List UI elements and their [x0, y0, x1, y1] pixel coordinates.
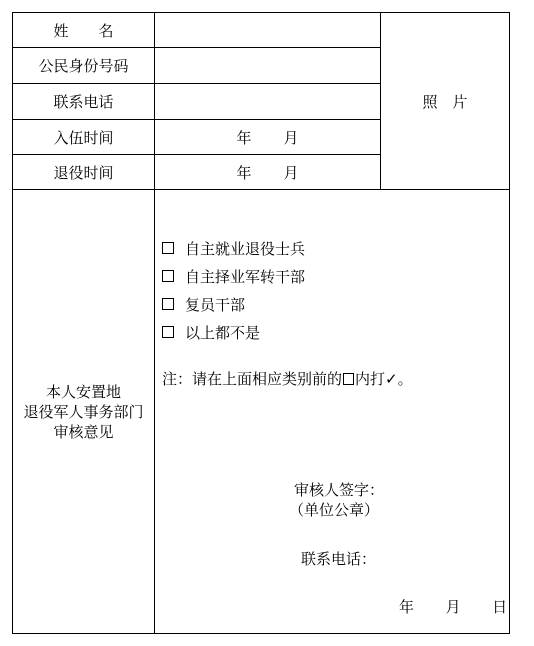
option-none[interactable]: [162, 318, 305, 346]
discharge-month-label: 月: [283, 163, 299, 182]
enlist-date-field[interactable]: [155, 120, 380, 154]
border-right: [509, 12, 510, 634]
checklist-note: [162, 368, 413, 389]
photo-label: 照 片: [422, 92, 468, 111]
category-checklist: [162, 234, 305, 346]
border-bottom: [12, 633, 510, 634]
discharge-date-label: 退役时间: [53, 163, 114, 182]
note-prefix: 注：请在上面相应类别前的: [162, 370, 343, 388]
reviewer-signature-label: 审核人签字：: [294, 481, 385, 499]
option-demobilized-cadre[interactable]: [162, 290, 305, 318]
enlist-year-label: 年: [236, 128, 252, 147]
option-label: 自主就业退役士兵: [185, 239, 306, 258]
option-label: 复员干部: [185, 295, 246, 314]
date-line: [399, 596, 507, 617]
contact-phone-label: 联系电话：: [301, 550, 377, 568]
note-suffix: 内打✓。: [355, 370, 413, 388]
box-symbol-icon: [343, 373, 354, 385]
checkbox[interactable]: [162, 242, 174, 254]
opinion-label-line2: 退役军人事务部门: [23, 402, 144, 421]
name-label: 姓 名: [53, 21, 114, 40]
name-field[interactable]: [155, 13, 380, 47]
enlist-date-label: 入伍时间: [53, 128, 114, 147]
date-month-label: 月: [445, 598, 461, 616]
opinion-label-line3: 审核意见: [53, 422, 114, 441]
checkbox[interactable]: [162, 326, 174, 338]
id-number-field[interactable]: [155, 48, 380, 83]
phone-field[interactable]: [155, 84, 380, 119]
id-number-label: 公民身份号码: [38, 57, 129, 75]
phone-label: 联系电话: [53, 93, 114, 111]
opinion-label-line1: 本人安置地: [45, 382, 121, 401]
date-year-label: 年: [399, 598, 415, 616]
discharge-date-field[interactable]: [155, 155, 380, 189]
enlist-month-label: 月: [283, 128, 299, 147]
checkbox[interactable]: [162, 298, 174, 310]
photo-area[interactable]: [381, 13, 509, 189]
option-self-employed-soldier[interactable]: [162, 234, 305, 262]
date-day-label: 日: [492, 598, 508, 616]
opinion-label: [13, 190, 154, 633]
option-label: 以上都不是: [185, 323, 261, 342]
seal-label: （单位公章）: [289, 501, 380, 519]
checkbox[interactable]: [162, 270, 174, 282]
option-self-employed-cadre[interactable]: [162, 262, 305, 290]
option-label: 自主择业军转干部: [185, 267, 306, 286]
discharge-year-label: 年: [236, 163, 252, 182]
